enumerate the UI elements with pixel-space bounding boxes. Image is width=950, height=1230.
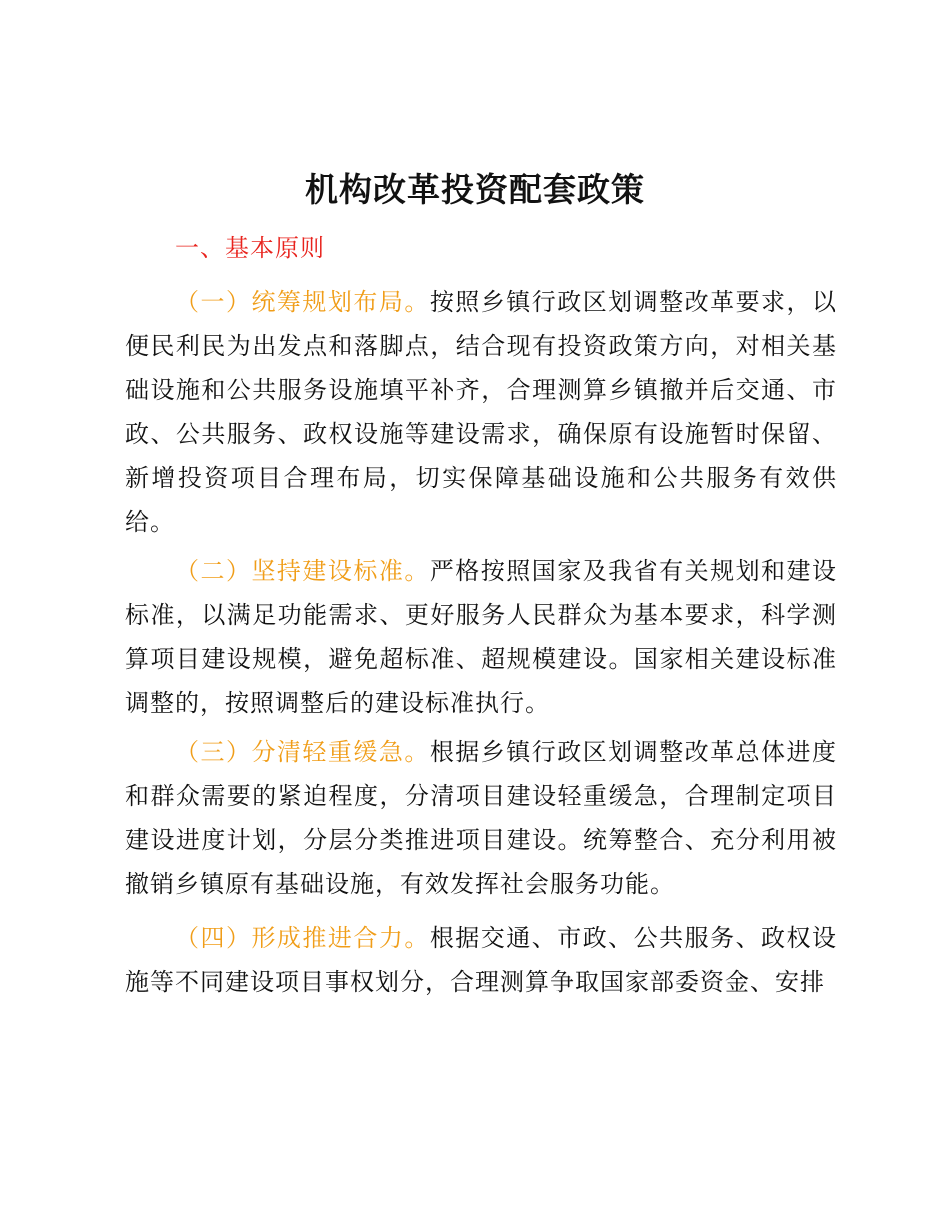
- paragraph-body: 根据交通、市政、公共服务、政权设施等不同建设项目事权划分，合理测算争取国家部委资金、安排: [125, 924, 838, 996]
- paragraph-body: 按照乡镇行政区划调整改革要求，以便民利民为出发点和落脚点，结合现有投资政策方向，对相关基础设施和公共服务设施填平补齐，合理测算乡镇撤并后交通、市政、公共服务、政权设施等建设需求，确保原有设施暂时保留、新增投资项目合理布局，切实保障基础设施和公共服务有效供给。: [125, 288, 838, 536]
- section-heading: 一、基本原则: [175, 234, 325, 262]
- paragraph-lead: （三）分清轻重缓急。: [175, 738, 430, 766]
- paragraph-3: [125, 730, 837, 906]
- paragraph-4: [125, 916, 837, 1004]
- paragraph-body: 根据乡镇行政区划调整改革总体进度和群众需要的紧迫程度，分清项目建设轻重缓急，合理制定项目建设进度计划，分层分类推进项目建设。统筹整合、充分利用被撤销乡镇原有基础设施，有效发挥社会服务功能。: [125, 738, 838, 898]
- paragraph-lead: （一）统筹规划布局。: [175, 288, 430, 316]
- paragraph-body: 严格按照国家及我省有关规划和建设标准，以满足功能需求、更好服务人民群众为基本要求，科学测算项目建设规模，避免超标准、超规模建设。国家相关建设标准调整的，按照调整后的建设标准执行。: [125, 557, 838, 717]
- paragraph-1: [125, 280, 837, 544]
- paragraph-lead: （四）形成推进合力。: [175, 924, 430, 952]
- paragraph-lead: （二）坚持建设标准。: [175, 557, 430, 585]
- paragraph-2: [125, 549, 837, 725]
- document-title: 机构改革投资配套政策: [305, 170, 645, 209]
